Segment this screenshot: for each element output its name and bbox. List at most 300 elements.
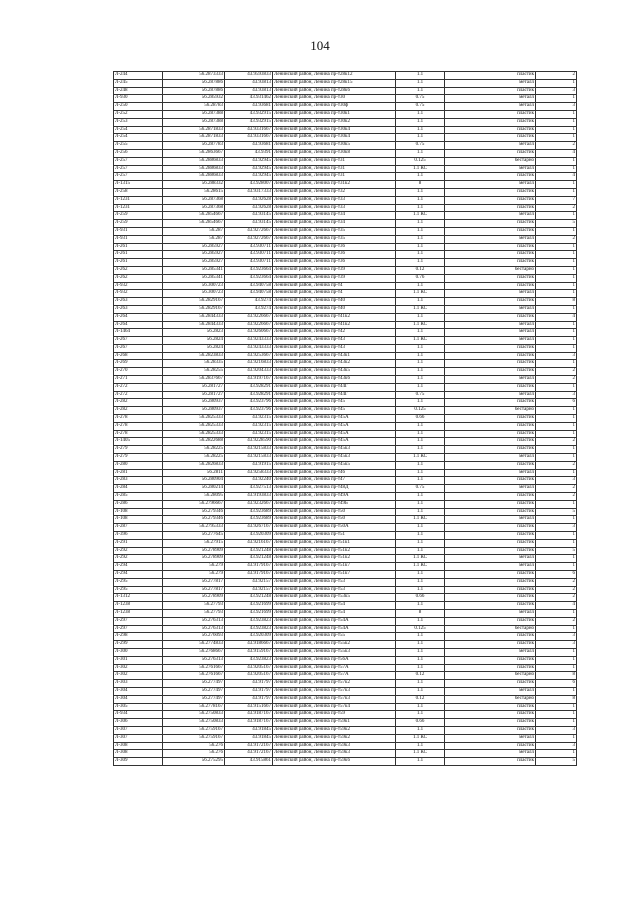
address-cell: Ленинский район, Ленина пр-т39 [273, 274, 396, 282]
latitude-cell: 56.279346 [163, 508, 225, 516]
longitude-cell: 43.9272667 [225, 235, 273, 243]
table-row [114, 298, 577, 306]
site-id-cell: Л-252 [114, 110, 163, 118]
site-id-cell: Л-270 [114, 368, 163, 376]
count-cell: 1 [536, 734, 577, 742]
longitude-cell: 43.92315 [225, 422, 273, 430]
longitude-cell: 43.930711 [225, 243, 273, 251]
longitude-cell: 43.92240 [225, 477, 273, 485]
site-id-cell: Л-272 [114, 383, 163, 391]
table-row [114, 79, 577, 87]
latitude-cell: 56.278909 [163, 547, 225, 555]
address-cell: Ленинский район, Ленина пр-т28к12 [273, 72, 396, 80]
table-row [114, 313, 577, 321]
latitude-cell: 56.2871833 [163, 134, 225, 142]
count-cell: 1 [536, 360, 577, 368]
address-cell: Ленинский район, Ленина пр-т45А [273, 438, 396, 446]
longitude-cell: 43.93681 [225, 142, 273, 150]
volume-cell: 1.1 [396, 204, 445, 212]
volume-cell: 1.1 [396, 251, 445, 259]
volume-cell: 1.1 [396, 360, 445, 368]
longitude-cell: 43.93145 [225, 220, 273, 228]
site-id-cell: Л-267 [114, 344, 163, 352]
count-cell: 7 [536, 196, 577, 204]
address-cell: Ленинский район, Ленина пр-т51к2 [273, 547, 396, 555]
longitude-cell: 43.923689 [225, 508, 273, 516]
table-row [114, 555, 577, 563]
site-id-cell: Л-280 [114, 461, 163, 469]
latitude-cell: 56.276 [163, 750, 225, 758]
table-row [114, 625, 577, 633]
material-cell: пластик [445, 126, 536, 134]
volume-cell: 1.1 КС [396, 321, 445, 329]
material-cell: пластик [445, 461, 536, 469]
count-cell: 5 [536, 508, 577, 516]
volume-cell: 1.1 [396, 664, 445, 672]
count-cell: 2 [536, 142, 577, 150]
longitude-cell: 43.9179167 [225, 571, 273, 579]
volume-cell: 0.76 [396, 274, 445, 282]
table-row [114, 72, 577, 80]
material-cell: металл [445, 103, 536, 111]
longitude-cell: 43.9179167 [225, 563, 273, 571]
table-body [114, 72, 577, 766]
data-table [113, 71, 577, 766]
table-row [114, 493, 577, 501]
count-cell: 6 [536, 399, 577, 407]
count-cell: 2 [536, 493, 577, 501]
volume-cell: 1.1 [396, 118, 445, 126]
address-cell: Ленинский район, Ленина пр-т59к6 [273, 758, 396, 766]
longitude-cell: 43.92628 [225, 204, 273, 212]
address-cell: Ленинский район, Ленина пр-т51к7 [273, 563, 396, 571]
site-id-cell: Л-108 [114, 508, 163, 516]
material-cell: пластик [445, 493, 536, 501]
latitude-cell: 56.2759167 [163, 734, 225, 742]
site-id-cell: Л-931 [114, 227, 163, 235]
site-id-cell: Л-256 [114, 149, 163, 157]
site-id-cell: Л-255 [114, 142, 163, 150]
site-id-cell: Л-285 [114, 493, 163, 501]
material-cell: пластик [445, 313, 536, 321]
latitude-cell: 56.2761667 [163, 672, 225, 680]
site-id-cell: Л-297 [114, 625, 163, 633]
material-cell: пластик [445, 430, 536, 438]
table-row [114, 352, 577, 360]
latitude-cell: 56.279346 [163, 516, 225, 524]
material-cell: пластик [445, 602, 536, 610]
longitude-cell: 43.91797 [225, 687, 273, 695]
site-id-cell: Л-1405 [114, 438, 163, 446]
site-id-cell: Л-1231 [114, 204, 163, 212]
count-cell: 1 [536, 516, 577, 524]
latitude-cell: 56.287368 [163, 204, 225, 212]
table-row [114, 648, 577, 656]
address-cell: Ленинский район, Ленина пр-т57к4 [273, 703, 396, 711]
volume-cell: 1.1 КС [396, 165, 445, 173]
material-cell: металл [445, 79, 536, 87]
address-cell: Ленинский район, Ленина пр-т30к1 [273, 110, 396, 118]
latitude-cell: 56.278909 [163, 555, 225, 563]
volume-cell: 1.1 [396, 680, 445, 688]
count-cell: 1 [536, 329, 577, 337]
table-row [114, 532, 577, 540]
material-cell: пластик [445, 220, 536, 228]
latitude-cell: 56.28095 [163, 493, 225, 501]
longitude-cell: 43.9197167 [225, 376, 273, 384]
count-cell: 1 [536, 79, 577, 87]
material-cell: металл [445, 181, 536, 189]
longitude-cell: 43.9253667 [225, 352, 273, 360]
longitude-cell: 43.9172167 [225, 742, 273, 750]
longitude-cell: 43.9228590 [225, 438, 273, 446]
address-cell: Ленинский район, Ленина пр-т44Г [273, 391, 396, 399]
longitude-cell: 43.932915 [225, 110, 273, 118]
latitude-cell: 56.280937 [163, 407, 225, 415]
volume-cell: 1.1 КС [396, 516, 445, 524]
count-cell: 1 [536, 134, 577, 142]
table-row [114, 383, 577, 391]
table-row [114, 454, 577, 462]
longitude-cell: 43.921699 [225, 602, 273, 610]
volume-cell: 1.1 [396, 383, 445, 391]
table-row [114, 750, 577, 758]
address-cell: Ленинский район, Ленина пр-т33 [273, 196, 396, 204]
longitude-cell: 43.91797 [225, 680, 273, 688]
site-id-cell: Л-284 [114, 485, 163, 493]
site-id-cell: Л-257 [114, 173, 163, 181]
table-row [114, 134, 577, 142]
address-cell: Ленинский район, Ленина пр-т43 [273, 344, 396, 352]
longitude-cell: 43.9205167 [225, 664, 273, 672]
address-cell: Ленинский район, Ленина пр-т4 [273, 282, 396, 290]
site-id-cell: Л-396 [114, 532, 163, 540]
address-cell: Ленинский район, Ленина пр-т53 [273, 578, 396, 586]
latitude-cell: 56.28783 [163, 103, 225, 111]
table-row [114, 711, 577, 719]
address-cell: Ленинский район, Ленина пр-т40 [273, 305, 396, 313]
site-id-cell: Л-281 [114, 469, 163, 477]
material-cell: бестарно [445, 266, 536, 274]
longitude-cell: 43.923664 [225, 266, 273, 274]
count-cell: 1 [536, 719, 577, 727]
address-cell: Ленинский район, Ленина пр-т47 [273, 477, 396, 485]
longitude-cell: 43.92628 [225, 196, 273, 204]
address-cell: Ленинский район, Ленина пр-т54 [273, 609, 396, 617]
material-cell: металл [445, 95, 536, 103]
volume-cell: 0.66 [396, 719, 445, 727]
volume-cell: 1.1 [396, 149, 445, 157]
longitude-cell: 43.92157 [225, 586, 273, 594]
count-cell: 1 [536, 532, 577, 540]
latitude-cell: 56.28225 [163, 454, 225, 462]
count-cell: 6 [536, 680, 577, 688]
page-number: 104 [310, 38, 330, 53]
table-row [114, 305, 577, 313]
site-id-cell: Л-1315 [114, 181, 163, 189]
longitude-cell: 43.93145 [225, 212, 273, 220]
volume-cell: 1.1 [396, 196, 445, 204]
address-cell: Ленинский район, Ленина пр-т31к2 [273, 181, 396, 189]
longitude-cell: 43.92945 [225, 165, 273, 173]
address-cell: Ленинский район, Ленина пр-т39 [273, 266, 396, 274]
latitude-cell: 56.2822688 [163, 438, 225, 446]
volume-cell: 1.1 [396, 430, 445, 438]
site-id-cell: Л-292 [114, 547, 163, 555]
count-cell: 1 [536, 212, 577, 220]
longitude-cell: 43.940758 [225, 282, 273, 290]
volume-cell: 1.1 [396, 446, 445, 454]
longitude-cell: 43.920309 [225, 633, 273, 641]
material-cell: пластик [445, 571, 536, 579]
site-id-cell: Л-297 [114, 617, 163, 625]
address-cell: Ленинский район, Ленина пр-т40 [273, 298, 396, 306]
table-row [114, 329, 577, 337]
volume-cell: 0.66 [396, 594, 445, 602]
site-id-cell: Л-305 [114, 703, 163, 711]
address-cell: Ленинский район, Ленина пр-т54А [273, 617, 396, 625]
site-id-cell: Л-294 [114, 571, 163, 579]
table-row [114, 438, 577, 446]
latitude-cell: 56.287368 [163, 196, 225, 204]
count-cell: 1 [536, 446, 577, 454]
latitude-cell: 56.276313 [163, 617, 225, 625]
table-row [114, 415, 577, 423]
address-cell: Ленинский район, Ленина пр-т31 [273, 173, 396, 181]
latitude-cell: 56.285932 [163, 95, 225, 103]
table-row [114, 266, 577, 274]
count-cell: 2 [536, 578, 577, 586]
longitude-cell: 43.930711 [225, 251, 273, 259]
count-cell: 5 [536, 758, 577, 766]
longitude-cell: 43.9151667 [225, 703, 273, 711]
volume-cell: 1.1 [396, 578, 445, 586]
latitude-cell: 56.2863667 [163, 149, 225, 157]
longitude-cell: 43.9159167 [225, 648, 273, 656]
longitude-cell: 43.92315 [225, 415, 273, 423]
volume-cell: 1.1 [396, 313, 445, 321]
longitude-cell: 43.9243333 [225, 337, 273, 345]
table-row [114, 173, 577, 181]
material-cell: пластик [445, 399, 536, 407]
table-row [114, 633, 577, 641]
table-row [114, 368, 577, 376]
site-id-cell: Л-309 [114, 758, 163, 766]
site-id-cell: Л-261 [114, 259, 163, 267]
table-row [114, 321, 577, 329]
material-cell: пластик [445, 72, 536, 80]
count-cell: 1 [536, 648, 577, 656]
volume-cell: 8 [396, 609, 445, 617]
volume-cell: 1.1 [396, 500, 445, 508]
latitude-cell: 56.2750833 [163, 719, 225, 727]
volume-cell: 0.66 [396, 415, 445, 423]
count-cell: 1 [536, 266, 577, 274]
table-row [114, 656, 577, 664]
table-row [114, 391, 577, 399]
table-row [114, 539, 577, 547]
longitude-cell: 43.923796 [225, 399, 273, 407]
site-id-cell: Л-263 [114, 298, 163, 306]
material-cell: металл [445, 469, 536, 477]
latitude-cell: 56.28335 [163, 360, 225, 368]
count-cell: 4 [536, 173, 577, 181]
table-row [114, 703, 577, 711]
latitude-cell: 56.279 [163, 571, 225, 579]
material-cell: пластик [445, 711, 536, 719]
material-cell: пластик [445, 196, 536, 204]
count-cell: 1 [536, 165, 577, 173]
latitude-cell: 56.2886833 [163, 165, 225, 173]
volume-cell: 0.12 [396, 695, 445, 703]
latitude-cell: 56.2759167 [163, 726, 225, 734]
latitude-cell: 56.2823 [163, 329, 225, 337]
count-cell: 4 [536, 313, 577, 321]
longitude-cell: 43.9260667 [225, 329, 273, 337]
table-row [114, 337, 577, 345]
count-cell: 1 [536, 555, 577, 563]
volume-cell: 1.1 КС [396, 305, 445, 313]
volume-cell: 1.1 [396, 469, 445, 477]
address-cell: Ленинский район, Ленина пр-т28к15 [273, 79, 396, 87]
volume-cell: 0.75 [396, 485, 445, 493]
latitude-cell: 56.2871833 [163, 126, 225, 134]
latitude-cell: 56.2824 [163, 337, 225, 345]
site-id-cell: Л-287 [114, 524, 163, 532]
material-cell: пластик [445, 149, 536, 157]
longitude-cell: 43.93681 [225, 103, 273, 111]
count-cell: 3 [536, 524, 577, 532]
material-cell: бестарно [445, 695, 536, 703]
table-row [114, 95, 577, 103]
volume-cell: 1.1 [396, 344, 445, 352]
material-cell: пластик [445, 360, 536, 368]
longitude-cell: 43.9172167 [225, 750, 273, 758]
table-row [114, 251, 577, 259]
latitude-cell: 56.2829167 [163, 305, 225, 313]
table-row [114, 461, 577, 469]
material-cell: пластик [445, 680, 536, 688]
volume-cell: 1.1 [396, 758, 445, 766]
volume-cell: 1.1 [396, 532, 445, 540]
table-row [114, 516, 577, 524]
address-cell: Ленинский район, Ленина пр-т50 [273, 508, 396, 516]
count-cell: 3 [536, 391, 577, 399]
longitude-cell: 43.9331667 [225, 134, 273, 142]
material-cell: пластик [445, 110, 536, 118]
site-id-cell: Л-299 [114, 641, 163, 649]
address-cell: Ленинский район, Ленина пр-т42 [273, 329, 396, 337]
material-cell: металл [445, 609, 536, 617]
volume-cell: 1.1 [396, 438, 445, 446]
volume-cell: 0.125 [396, 407, 445, 415]
longitude-cell: 43.91845 [225, 726, 273, 734]
material-cell: металл [445, 648, 536, 656]
volume-cell: 1.1 [396, 110, 445, 118]
material-cell: пластик [445, 344, 536, 352]
volume-cell: 0.75 [396, 391, 445, 399]
address-cell: Ленинский район, Ленина пр-т45к3 [273, 454, 396, 462]
address-cell: Ленинский район, Ленина пр-т55 [273, 633, 396, 641]
volume-cell: 1.1 [396, 72, 445, 80]
longitude-cell: 43.9187167 [225, 711, 273, 719]
count-cell: 1 [536, 664, 577, 672]
longitude-cell: 43.921248 [225, 555, 273, 563]
latitude-cell: 56.287886 [163, 87, 225, 95]
address-cell: Ленинский район, Ленина пр-т59к3 [273, 742, 396, 750]
longitude-cell: 43.92157 [225, 578, 273, 586]
table-row [114, 220, 577, 228]
material-cell: пластик [445, 274, 536, 282]
longitude-cell: 43.9317333 [225, 188, 273, 196]
address-cell: Ленинский район, Ленина пр-т31 [273, 157, 396, 165]
material-cell: металл [445, 212, 536, 220]
count-cell: 8 [536, 672, 577, 680]
longitude-cell: 43.923823 [225, 617, 273, 625]
material-cell: металл [445, 750, 536, 758]
site-id-cell: Л-254 [114, 134, 163, 142]
address-cell: Ленинский район, Ленина пр-т35 [273, 235, 396, 243]
latitude-cell: 56.278909 [163, 594, 225, 602]
latitude-cell: 56.287 [163, 235, 225, 243]
longitude-cell: 43.91845 [225, 734, 273, 742]
latitude-cell: 56.287388 [163, 118, 225, 126]
longitude-cell: 43.923796 [225, 407, 273, 415]
material-cell: металл [445, 555, 536, 563]
volume-cell: 1.1 [396, 602, 445, 610]
site-id-cell: Л-279 [114, 446, 163, 454]
latitude-cell: 56.285927 [163, 243, 225, 251]
site-id-cell: Л-253 [114, 118, 163, 126]
count-cell: 2 [536, 594, 577, 602]
longitude-cell: 43.9272667 [225, 227, 273, 235]
table-row [114, 477, 577, 485]
latitude-cell: 56.2825333 [163, 415, 225, 423]
count-cell: 2 [536, 72, 577, 80]
volume-cell: 1.1 [396, 282, 445, 290]
longitude-cell: 43.92945 [225, 157, 273, 165]
volume-cell: 1.1 [396, 524, 445, 532]
latitude-cell: 56.300723 [163, 282, 225, 290]
site-id-cell: Л-272 [114, 391, 163, 399]
material-cell: бестарно [445, 407, 536, 415]
address-cell: Ленинский район, Ленина пр-т56А [273, 656, 396, 664]
table-row [114, 360, 577, 368]
volume-cell: 1.1 [396, 726, 445, 734]
address-cell: Ленинский район, Ленина пр-т51к2 [273, 555, 396, 563]
table-row [114, 578, 577, 586]
site-id-cell: Л-261 [114, 243, 163, 251]
material-cell: пластик [445, 594, 536, 602]
longitude-cell: 43.92945 [225, 173, 273, 181]
volume-cell: 1.1 [396, 134, 445, 142]
material-cell: металл [445, 329, 536, 337]
longitude-cell: 43.9216833 [225, 360, 273, 368]
longitude-cell: 43.9274 [225, 305, 273, 313]
site-id-cell: Л-292 [114, 555, 163, 563]
count-cell: 1 [536, 711, 577, 719]
site-id-cell: Л-932 [114, 282, 163, 290]
latitude-cell: 56.276313 [163, 625, 225, 633]
latitude-cell: 56.300723 [163, 290, 225, 298]
volume-cell: 1.1 [396, 547, 445, 555]
address-cell: Ленинский район, Ленина пр-т33 [273, 204, 396, 212]
table-row [114, 719, 577, 727]
latitude-cell: 56.277817 [163, 586, 225, 594]
count-cell: 1 [536, 407, 577, 415]
count-cell: 1 [536, 157, 577, 165]
latitude-cell: 56.2826833 [163, 461, 225, 469]
